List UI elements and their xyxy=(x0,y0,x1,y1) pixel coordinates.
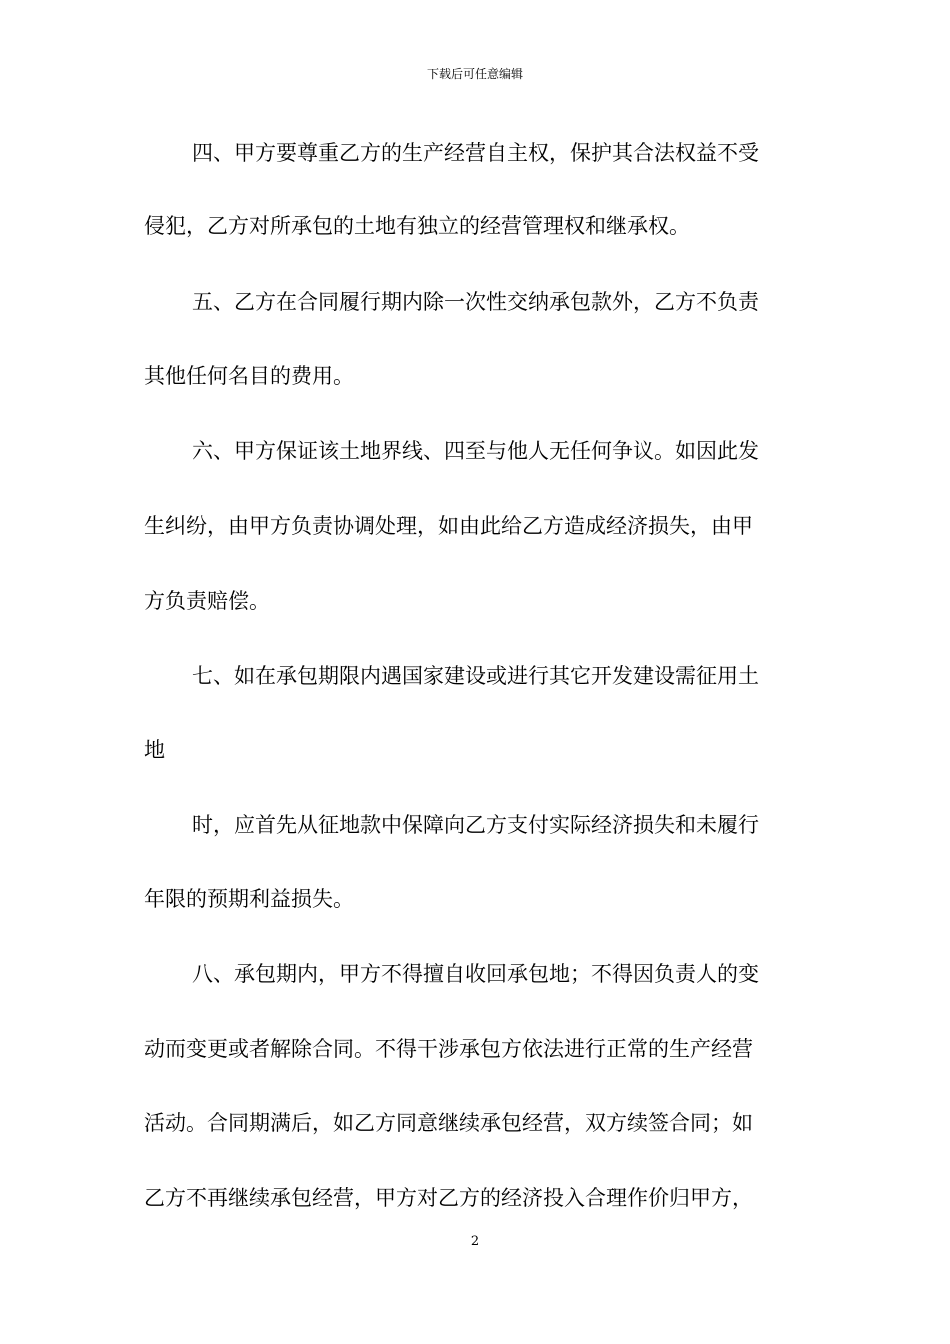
paragraph-line: 时，应首先从征地款中保障向乙方支付实际经济损失和未履行 xyxy=(192,813,759,837)
paragraph-line: 方负责赔偿。 xyxy=(144,589,270,613)
paragraph-line: 活动。合同期满后，如乙方同意继续承包经营，双方续签合同；如 xyxy=(144,1111,753,1135)
paragraph-line: 六、甲方保证该土地界线、四至与他人无任何争议。如因此发 xyxy=(192,439,759,463)
paragraph-line: 七、如在承包期限内遇国家建设或进行其它开发建设需征用土 xyxy=(192,664,759,688)
paragraph-line: 地 xyxy=(144,738,165,762)
paragraph-line: 五、乙方在合同履行期内除一次性交纳承包款外，乙方不负责 xyxy=(192,290,759,314)
paragraph-line: 生纠纷，由甲方负责协调处理，如由此给乙方造成经济损失，由甲 xyxy=(144,514,753,538)
paragraph-line: 八、承包期内，甲方不得擅自收回承包地；不得因负责人的变 xyxy=(192,962,759,986)
paragraph-line: 其他任何名目的费用。 xyxy=(144,364,354,388)
paragraph-line: 乙方不再继续承包经营，甲方对乙方的经济投入合理作价归甲方， xyxy=(144,1186,753,1210)
page-header: 下载后可任意编辑 xyxy=(426,67,523,81)
paragraph-line: 动而变更或者解除合同。不得干涉承包方依法进行正常的生产经营 xyxy=(144,1037,753,1061)
page-number: 2 xyxy=(470,1234,480,1249)
paragraph-line: 侵犯，乙方对所承包的土地有独立的经营管理权和继承权。 xyxy=(144,214,690,238)
paragraph-line: 四、甲方要尊重乙方的生产经营自主权，保护其合法权益不受 xyxy=(192,141,759,165)
paragraph-line: 年限的预期利益损失。 xyxy=(144,887,354,911)
